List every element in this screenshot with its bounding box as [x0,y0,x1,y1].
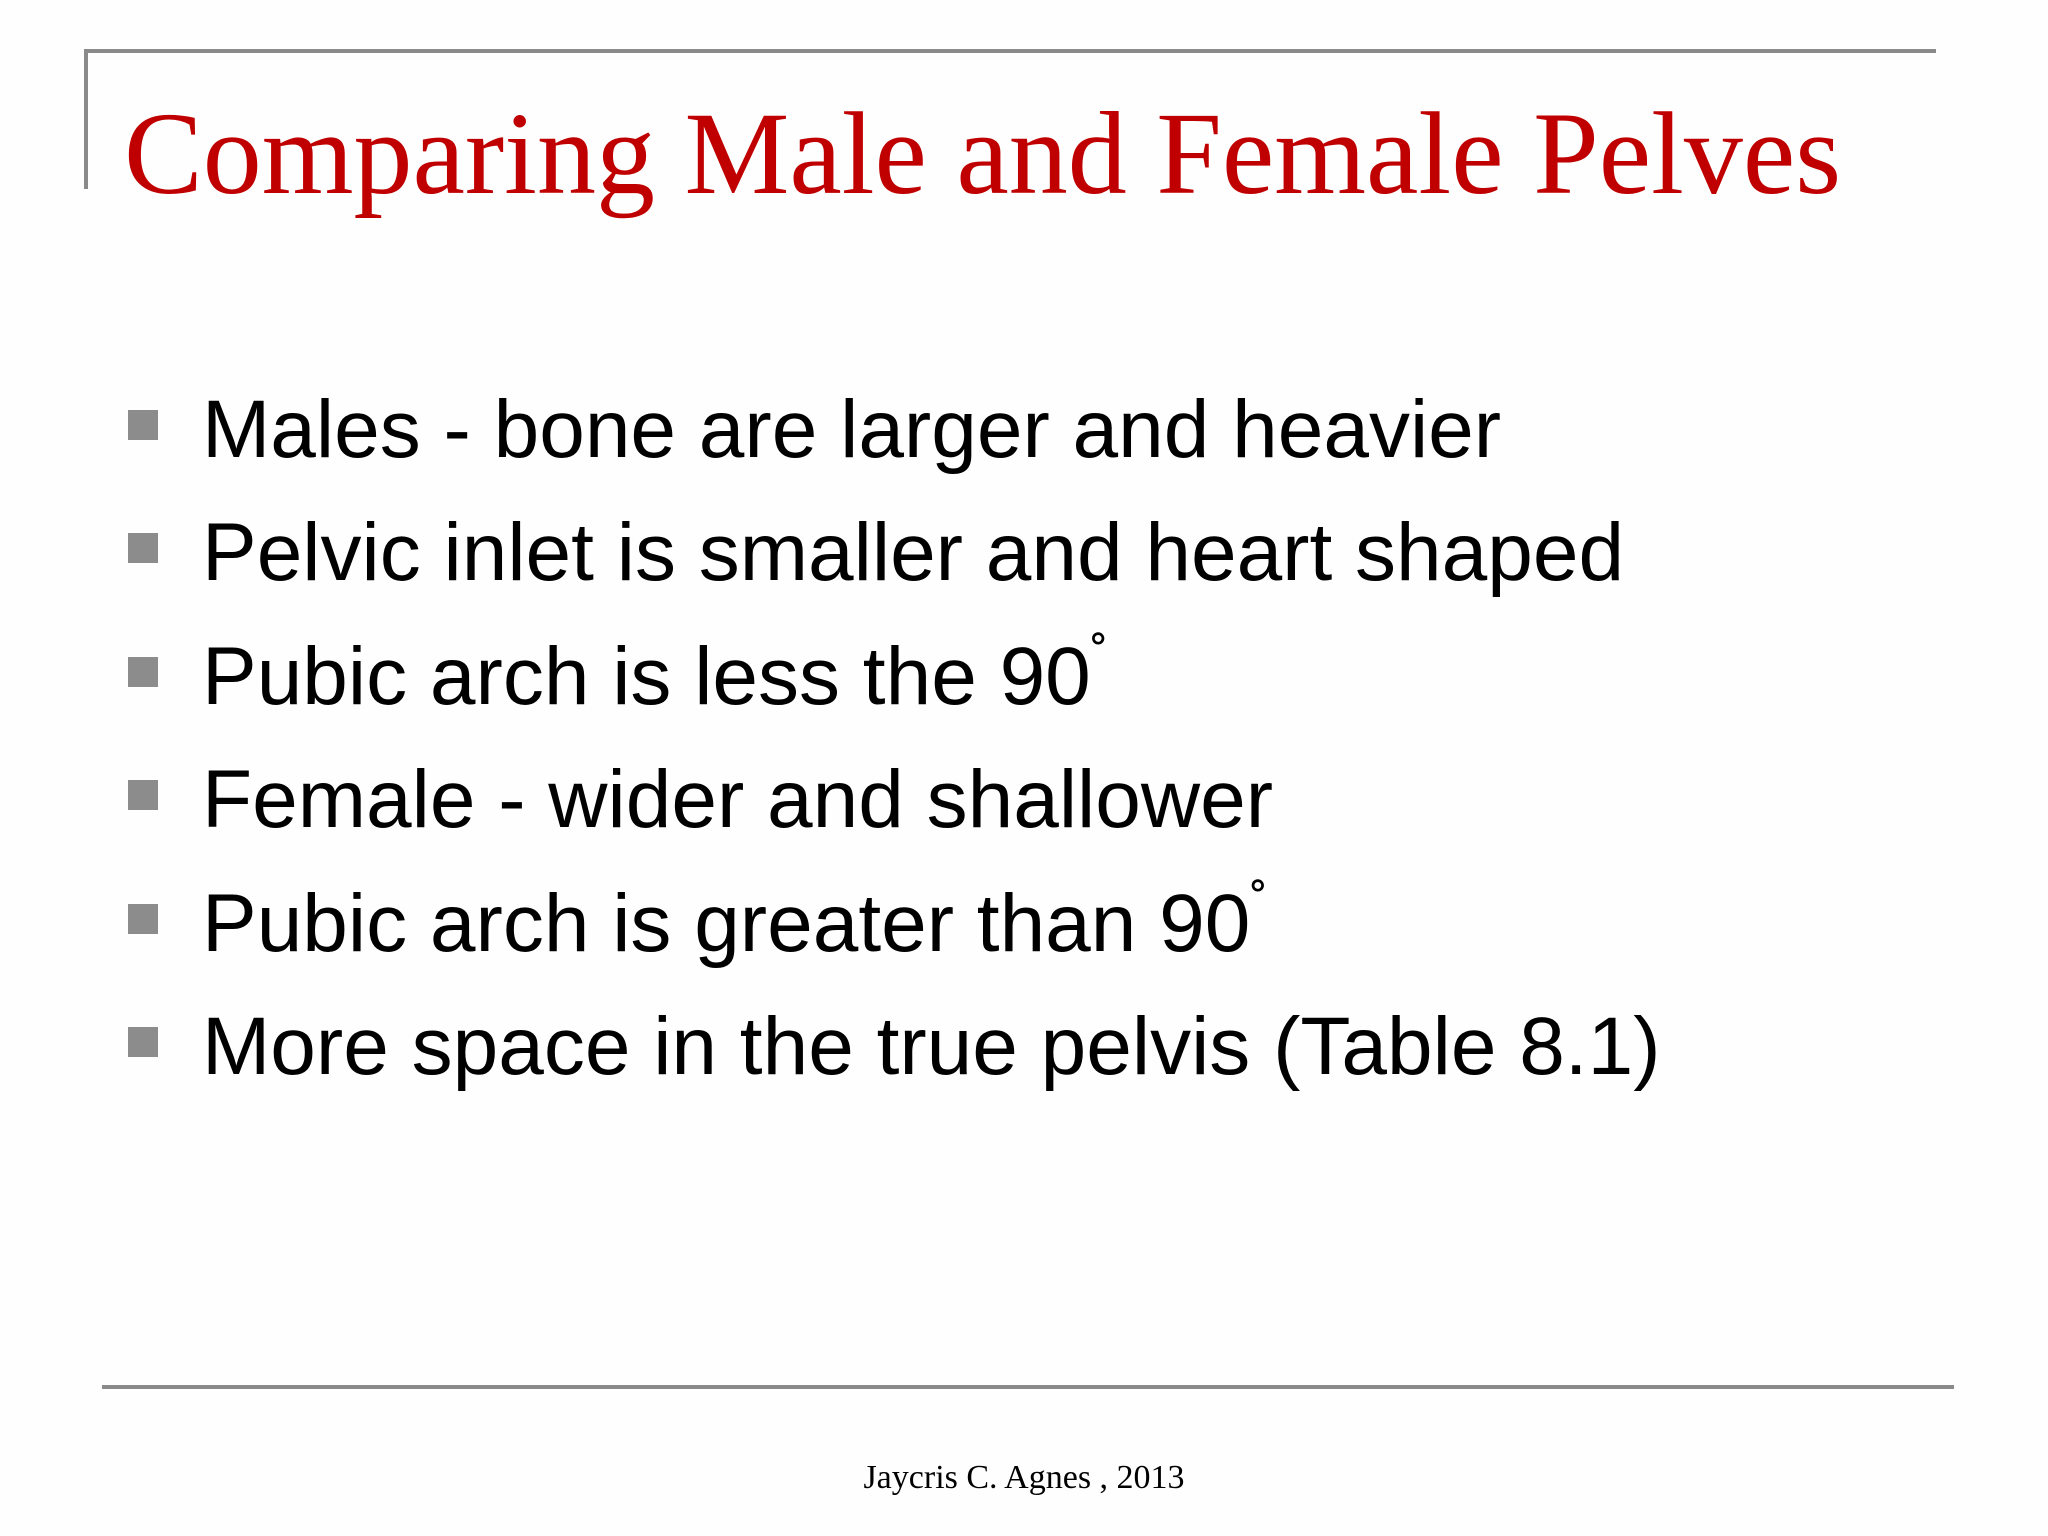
bullet-text [202,874,1268,974]
bullet-item [128,750,1928,850]
bullet-label: Female - wider and shallower [202,754,1274,845]
bullet-label: Males - bone are larger and heavier [202,384,1502,475]
bullet-item [128,380,1928,480]
bullet-label: More space in the true pelvis (Table 8.1) [202,1001,1661,1092]
bullet-item [128,997,1928,1097]
bullet-item [128,503,1928,603]
bullet-label: Pubic arch is less the 90 [202,631,1091,722]
square-bullet-icon [128,533,158,563]
bullet-text [202,503,1624,603]
square-bullet-icon [128,904,158,934]
bullet-text [202,997,1661,1097]
bullet-text [202,380,1501,480]
left-rule-line [84,49,88,189]
square-bullet-icon [128,780,158,810]
top-rule-line [84,49,1936,53]
bullet-text [202,627,1108,727]
bullet-label: Pelvic inlet is smaller and heart shaped [202,507,1625,598]
bullet-text [202,750,1273,850]
degree-symbol: ˚ [1250,875,1268,933]
square-bullet-icon [128,1027,158,1057]
bullet-item [128,627,1928,727]
bullet-label: Pubic arch is greater than 90 [202,878,1251,969]
slide-title: Comparing Male and Female Pelves [124,88,1842,219]
degree-symbol: ˚ [1090,628,1109,686]
square-bullet-icon [128,410,158,440]
bullet-item [128,874,1928,974]
footer-rule-line [102,1385,1954,1389]
footer-author: Jaycris C. Agnes , 2013 [863,1459,1185,1496]
square-bullet-icon [128,657,158,687]
